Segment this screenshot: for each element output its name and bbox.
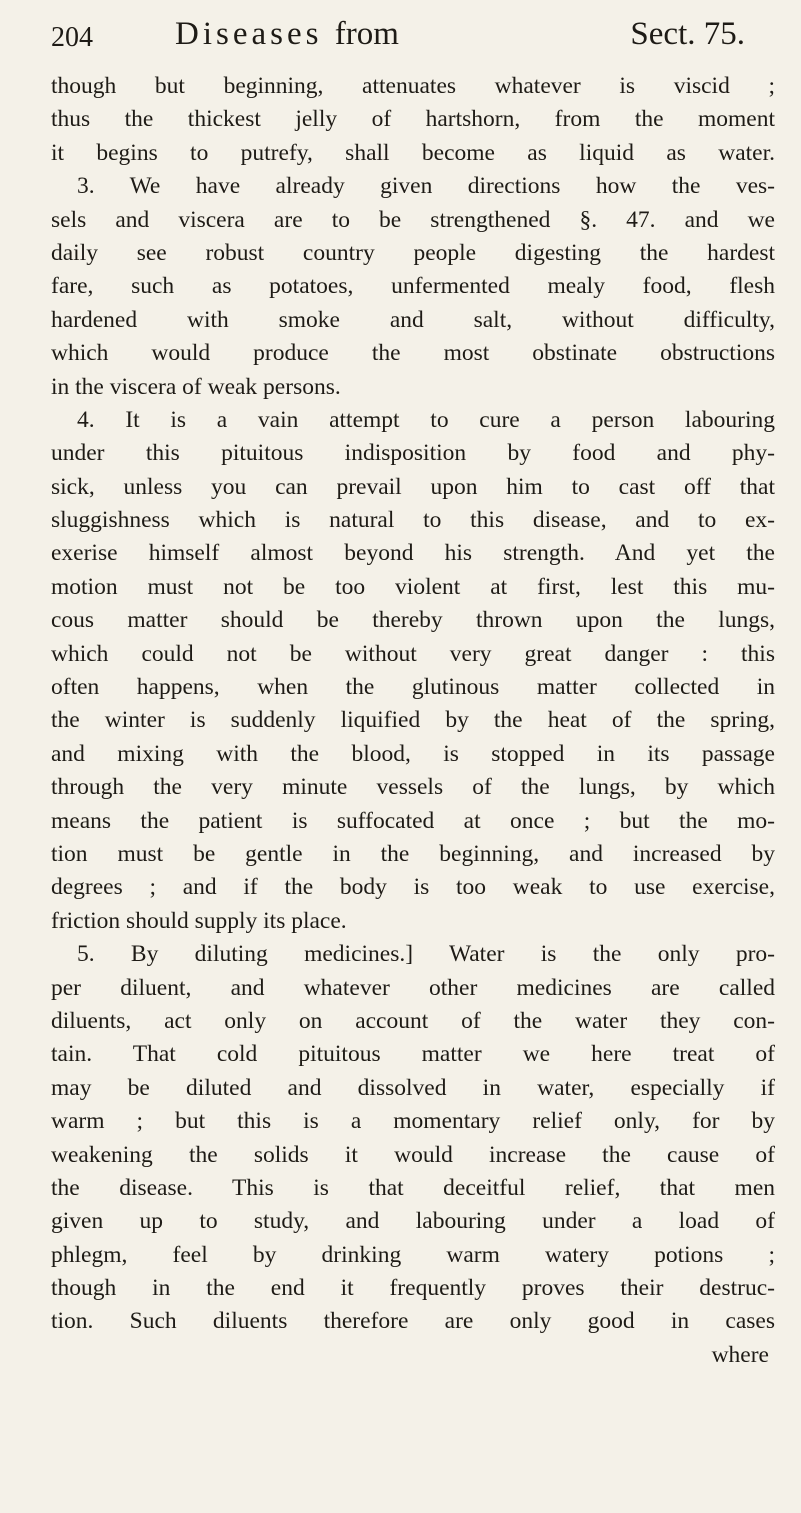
- text-line: 4. It is a vain attempt to cure a person labouring: [77, 406, 775, 433]
- text-line: degrees ; and if the body is too weak to use exercise,: [51, 874, 775, 901]
- text-line: which would produce the most obstinate obstructions: [51, 340, 775, 367]
- text-line: and mixing with the blood, is stopped in its passage: [51, 740, 775, 767]
- text-line: per diluent, and whatever other medicines are called: [51, 974, 775, 1001]
- text-line: given up to study, and labouring under a load of: [51, 1208, 775, 1235]
- text-line: 3. We have already given directions how the ves-: [77, 173, 775, 200]
- running-header: [51, 12, 775, 70]
- text-line: tain. That cold pituitous matter we here treat of: [51, 1041, 775, 1068]
- catchword: where: [711, 1341, 769, 1368]
- text-line: may be diluted and dissolved in water, especially if: [51, 1074, 775, 1101]
- running-title-word: Diseases: [175, 16, 323, 52]
- text-line: though but beginning, attenuates whatever is viscid ;: [51, 73, 775, 99]
- running-title: [175, 16, 399, 53]
- text-line: phlegm, feel by drinking warm watery potions ;: [51, 1241, 775, 1268]
- text-line: tion. Such diluents therefore are only good in cases: [51, 1308, 775, 1335]
- text-line: daily see robust country people digesting the hardest: [51, 239, 775, 266]
- text-line: often happens, when the glutinous matter collected in: [51, 674, 775, 701]
- body-text: [51, 70, 775, 1372]
- text-line: the winter is suddenly liquified by the heat of the spring,: [51, 707, 775, 734]
- text-line: through the very minute vessels of the lungs, by which: [51, 774, 775, 801]
- text-line: cous matter should be thereby thrown upon the lungs,: [51, 607, 775, 634]
- text-line: warm ; but this is a momentary relief only, for by: [51, 1108, 775, 1135]
- text-line: sels and viscera are to be strengthened §. 47. and we: [51, 206, 775, 233]
- text-line: friction should supply its place.: [51, 907, 347, 934]
- page-number: 204: [51, 22, 93, 53]
- text-line: which could not be without very great danger : this: [51, 640, 775, 667]
- text-line: diluents, act only on account of the water they con-: [51, 1007, 775, 1034]
- text-line: weakening the solids it would increase the cause of: [51, 1141, 775, 1168]
- text-line: sick, unless you can prevail upon him to cast off that: [51, 473, 775, 500]
- running-title-word: from: [334, 16, 399, 52]
- text-line: hardened with smoke and salt, without difficulty,: [51, 306, 775, 333]
- text-line: thus the thickest jelly of hartshorn, from the moment: [51, 106, 775, 133]
- text-line: it begins to putrefy, shall become as liquid as water.: [51, 139, 775, 166]
- text-line: though in the end it frequently proves their destruc-: [51, 1275, 775, 1302]
- text-line: fare, such as potatoes, unfermented mealy food, flesh: [51, 273, 775, 300]
- text-line: 5. By diluting medicines.] Water is the only pro-: [77, 941, 775, 968]
- text-line: exerise himself almost beyond his strength. And yet the: [51, 540, 775, 567]
- text-line: the disease. This is that deceitful relief, that men: [51, 1174, 775, 1201]
- section-marker: Sect. 75.: [630, 16, 745, 52]
- text-line: motion must not be too violent at first, lest this mu-: [51, 573, 775, 600]
- text-line: tion must be gentle in the beginning, and increased by: [51, 840, 775, 867]
- text-line: in the viscera of weak persons.: [51, 373, 341, 400]
- text-line: means the patient is suffocated at once ; but the mo-: [51, 807, 775, 834]
- text-line: under this pituitous indisposition by food and phy-: [51, 440, 775, 467]
- text-line: sluggishness which is natural to this disease, and to ex-: [51, 507, 775, 534]
